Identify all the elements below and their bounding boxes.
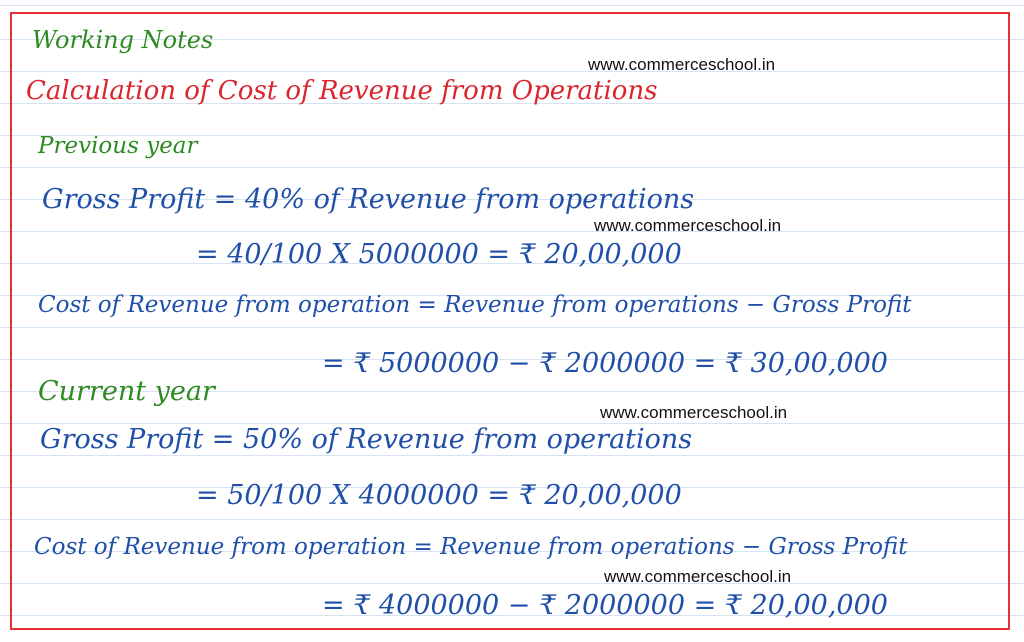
current-gross-profit-line: Gross Profit = 50% of Revenue from operations [40, 424, 693, 455]
current-year-label: Current year [38, 376, 215, 407]
previous-year-label: Previous year [38, 133, 198, 159]
previous-gross-profit-calc: = 40/100 X 5000000 = ₹ 20,00,000 [196, 239, 682, 270]
current-cost-of-revenue-calc: = ₹ 4000000 − ₹ 2000000 = ₹ 20,00,000 [322, 590, 888, 621]
current-gross-profit-calc: = 50/100 X 4000000 = ₹ 20,00,000 [196, 480, 682, 511]
watermark-4: www.commerceschool.in [604, 567, 792, 586]
current-cost-of-revenue-line: Cost of Revenue from operation = Revenue from operations − Gross Profit [34, 534, 908, 560]
previous-cost-of-revenue-line: Cost of Revenue from operation = Revenue from operations − Gross Profit [38, 292, 912, 318]
previous-cost-of-revenue-calc: = ₹ 5000000 − ₹ 2000000 = ₹ 30,00,000 [322, 348, 888, 379]
watermark-3: www.commerceschool.in [600, 403, 788, 422]
calculation-title: Calculation of Cost of Revenue from Operations [26, 76, 658, 106]
watermark-2: www.commerceschool.in [594, 216, 782, 235]
working-notes-heading: Working Notes [32, 26, 214, 54]
previous-gross-profit-line: Gross Profit = 40% of Revenue from operations [42, 184, 695, 215]
watermark-1: www.commerceschool.in [588, 55, 776, 74]
